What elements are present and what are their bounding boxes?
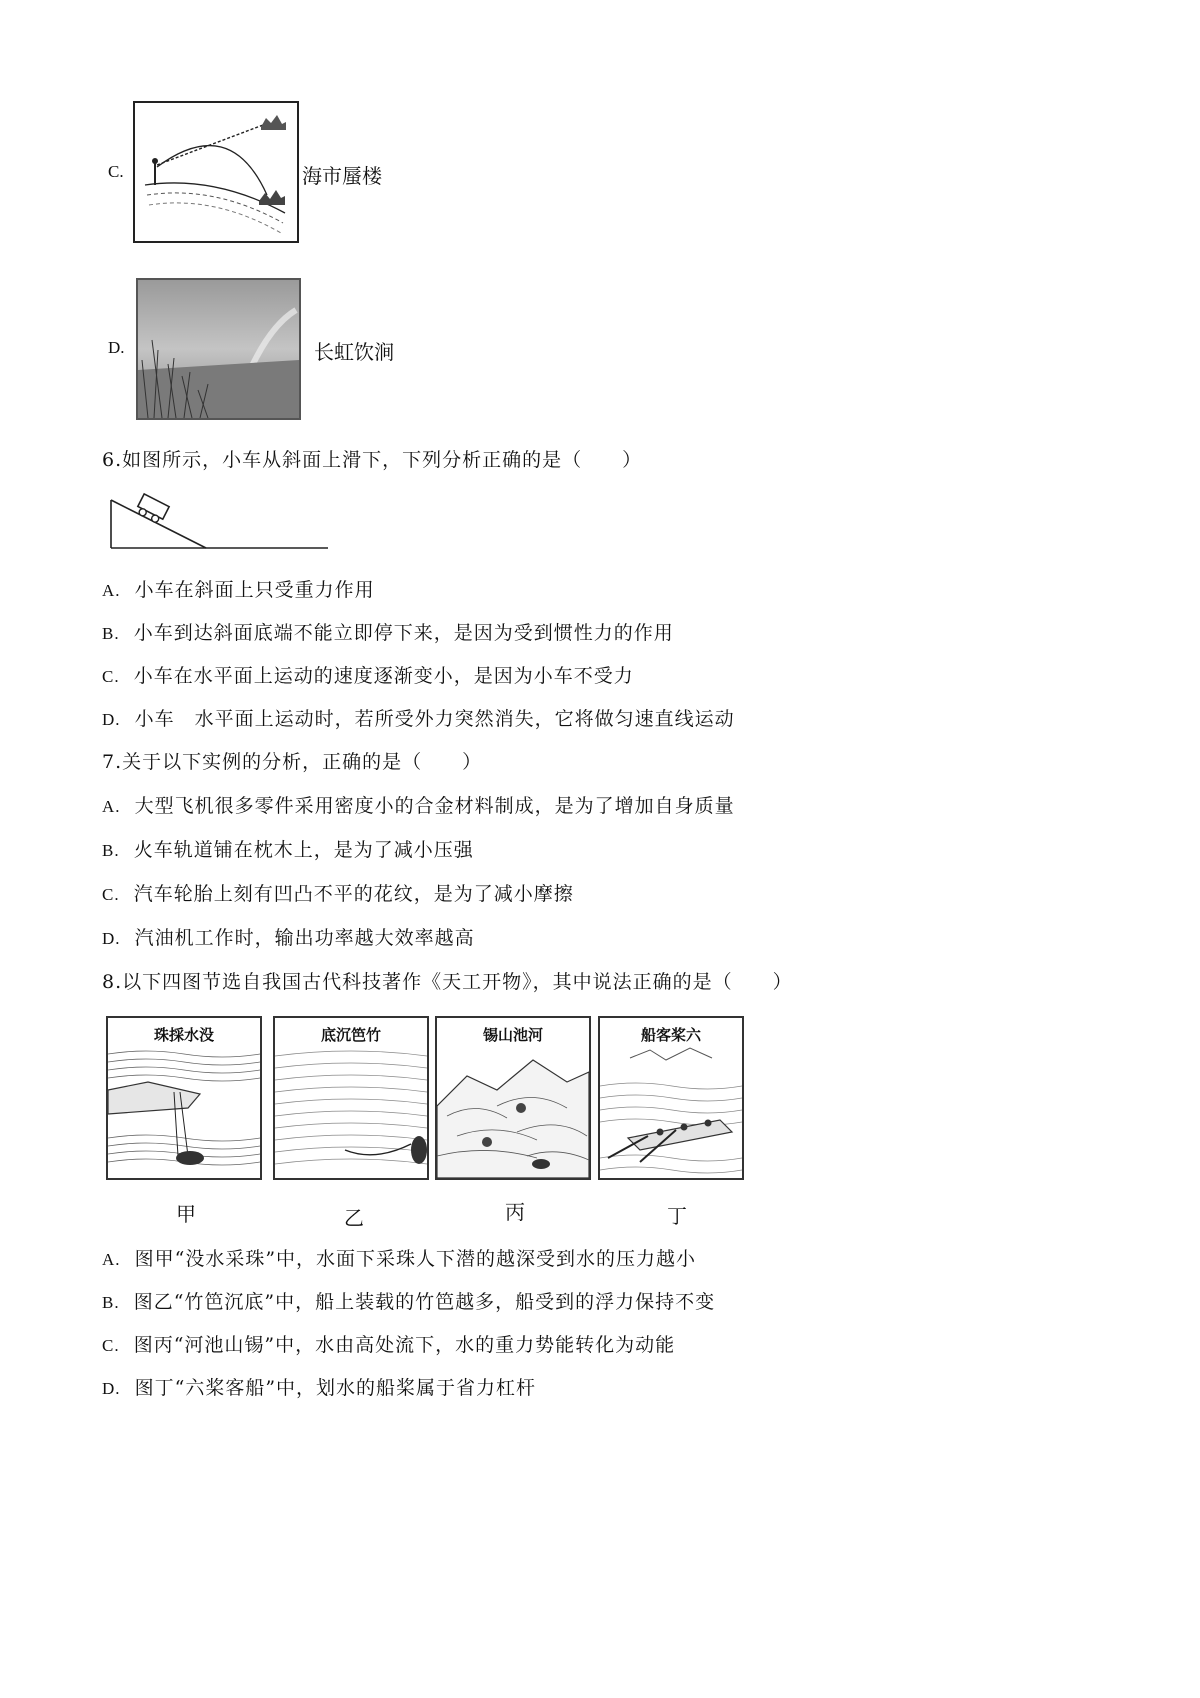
q7-option-b-letter: B. xyxy=(102,841,120,860)
incline-cart-illustration xyxy=(106,486,332,552)
q7-option-b xyxy=(102,835,474,862)
q7-option-d xyxy=(102,923,475,950)
q6-option-b xyxy=(102,618,674,645)
q8-option-c xyxy=(102,1330,675,1357)
panel-jia xyxy=(106,1016,262,1180)
q8-option-d-text: 图丁“六桨客船”中，划水的船桨属于省力杠杆 xyxy=(134,1377,537,1399)
q8-option-d-letter: D. xyxy=(102,1379,121,1398)
q7-option-b-text: 火车轨道铺在枕木上，是为了减小压强 xyxy=(133,839,474,861)
q7-option-c-letter: C. xyxy=(102,885,120,904)
panel-bing-caption: 丙 xyxy=(505,1200,525,1224)
q8-option-a xyxy=(102,1244,696,1271)
option-c-caption: 海市蜃楼 xyxy=(302,164,382,188)
oar-boat-illustration xyxy=(600,1046,742,1178)
panel-ding xyxy=(598,1016,744,1180)
rainbow-image xyxy=(136,278,301,420)
q6-option-c-letter: C. xyxy=(102,667,120,686)
q8-option-c-text: 图丙“河池山锡”中，水由高处流下，水的重力势能转化为动能 xyxy=(133,1334,676,1356)
question-8-stem: 8.以下四图节选自我国古代科技著作《天工开物》，其中说法正确的是（ ） xyxy=(102,971,793,993)
option-d-letter: D. xyxy=(108,338,125,357)
q6-option-b-text: 小车到达斜面底端不能立即停下来，是因为受到惯性力的作用 xyxy=(133,622,674,644)
bamboo-raft-illustration xyxy=(275,1046,427,1178)
q8-option-c-letter: C. xyxy=(102,1336,120,1355)
q8-option-b xyxy=(102,1287,715,1314)
q6-option-a-text: 小车在斜面上只受重力作用 xyxy=(134,579,375,601)
option-c-letter: C. xyxy=(108,162,124,181)
q7-option-a-text: 大型飞机很多零件采用密度小的合金材料制成，是为了增加自身质量 xyxy=(134,795,735,817)
q6-option-d-letter: D. xyxy=(102,710,121,729)
question-6-stem: 6.如图所示，小车从斜面上滑下，下列分析正确的是（ ） xyxy=(102,449,643,471)
rainbow-illustration xyxy=(138,280,299,418)
panel-yi-title: 底沉笆竹 xyxy=(320,1026,381,1044)
q7-option-a xyxy=(102,791,735,818)
panel-jia-caption: 甲 xyxy=(176,1202,196,1226)
q7-option-c xyxy=(102,879,574,906)
q7-option-d-letter: D. xyxy=(102,929,121,948)
panel-jia-title: 珠採水没 xyxy=(153,1026,214,1044)
tin-mining-illustration xyxy=(437,1046,589,1178)
panel-yi-caption: 乙 xyxy=(344,1206,364,1230)
q6-option-c xyxy=(102,661,634,688)
q6-option-a-letter: A. xyxy=(102,581,121,600)
q7-option-d-text: 汽油机工作时，输出功率越大效率越高 xyxy=(134,927,475,949)
q8-option-b-letter: B. xyxy=(102,1293,120,1312)
q6-option-a xyxy=(102,575,375,602)
q8-option-a-letter: A. xyxy=(102,1250,121,1269)
q8-option-b-text: 图乙“竹笆沉底”中，船上装载的竹笆越多，船受到的浮力保持不变 xyxy=(133,1291,716,1313)
mirage-image xyxy=(133,101,299,243)
panel-bing-title: 锡山池河 xyxy=(482,1026,543,1044)
panel-bing xyxy=(435,1016,591,1180)
panel-ding-title: 船客桨六 xyxy=(640,1026,701,1044)
q8-option-a-text: 图甲“没水采珠”中，水面下采珠人下潜的越深受到水的压力越小 xyxy=(134,1248,697,1270)
option-d-caption: 长虹饮涧 xyxy=(314,340,394,364)
q6-option-b-letter: B. xyxy=(102,624,120,643)
q6-option-c-text: 小车在水平面上运动的速度逐渐变小，是因为小车不受力 xyxy=(133,665,634,687)
q7-option-a-letter: A. xyxy=(102,797,121,816)
panel-ding-caption: 丁 xyxy=(667,1204,687,1228)
q8-option-d xyxy=(102,1373,536,1400)
q6-option-d-text: 小车 水平面上运动时，若所受外力突然消失，它将做匀速直线运动 xyxy=(134,708,735,730)
incline-diagram xyxy=(106,486,332,552)
question-7-stem: 7.关于以下实例的分析，正确的是（ ） xyxy=(102,751,483,773)
panel-yi xyxy=(273,1016,429,1180)
pearl-diving-illustration xyxy=(108,1046,260,1178)
q7-option-c-text: 汽车轮胎上刻有凹凸不平的花纹，是为了减小摩擦 xyxy=(133,883,574,905)
q6-option-d xyxy=(102,704,735,731)
mirage-illustration xyxy=(135,103,297,241)
